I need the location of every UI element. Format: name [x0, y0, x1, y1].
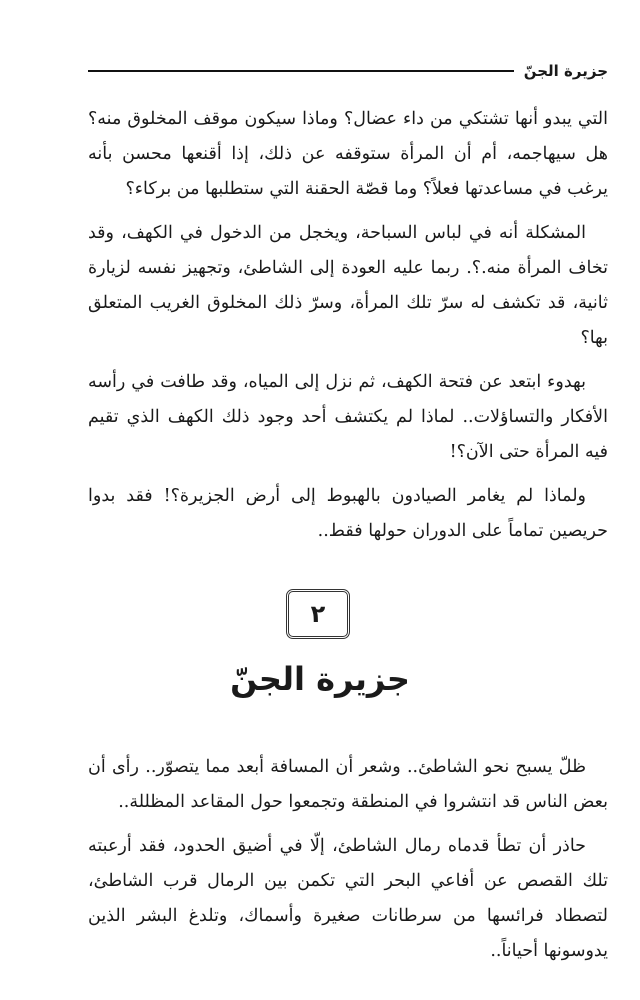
- paragraph: ظلّ يسبح نحو الشاطئ.. وشعر أن المسافة أبعد مما يتصوّر.. رأى أن بعض الناس قد انتشروا في المنطقة وتجمعوا حول المقاعد المظللة..: [88, 757, 608, 812]
- paragraph: التي يبدو أنها تشتكي من داء عضال؟ وماذا سيكون موقف المخلوق منه؟ هل سيهاجمه، أم أن المرأة ستوقفه عن ذلك، إذا أقنعها محسن بأنه يرغب في مساعدتها فعلاً؟ وما قصّة الحقنة التي ستطلبها من بركاء؟: [88, 109, 608, 199]
- running-title: جزيرة الجنّ: [523, 62, 608, 80]
- section-1-text: [88, 102, 608, 558]
- chapter-number: ٢: [310, 600, 326, 628]
- chapter-number-box: [286, 589, 350, 639]
- paragraph: بهدوء ابتعد عن فتحة الكهف، ثم نزل إلى المياه، وقد طافت في رأسه الأفكار والتساؤلات.. لماذا لم يكتشف أحد وجود ذلك الكهف الذي تقيم فيه المرأة حتى الآن؟!: [88, 372, 608, 462]
- paragraph: ولماذا لم يغامر الصيادون بالهبوط إلى أرض الجزيرة؟! فقد بدوا حريصين تماماً على الدوران حولها فقط..: [88, 486, 608, 541]
- running-header: [88, 58, 608, 84]
- chapter-title: جزيرة الجنّ: [230, 660, 410, 698]
- paragraph: المشكلة أنه في لباس السباحة، ويخجل من الدخول في الكهف، وقد تخاف المرأة منه.؟. ربما عليه العودة إلى الشاطئ، وتجهيز نفسه لزيارة ثانية، قد تكشف له سرّ تلك المرأة، وسرّ ذلك المخلوق الغريب المتعلق بها؟: [88, 223, 608, 348]
- section-2-text: [88, 750, 608, 978]
- header-rule: [88, 70, 514, 72]
- paragraph: حاذر أن تطأ قدماه رمال الشاطئ، إلّا في أضيق الحدود، فقد أرعبته تلك القصص عن أفاعي البحر التي تكمن بين الرمال قرب الشاطئ، لتصطاد فرائسها من سرطانات صغيرة وأسماك، وتلدغ البشر الذين يدوسونها أحياناً..: [88, 836, 608, 961]
